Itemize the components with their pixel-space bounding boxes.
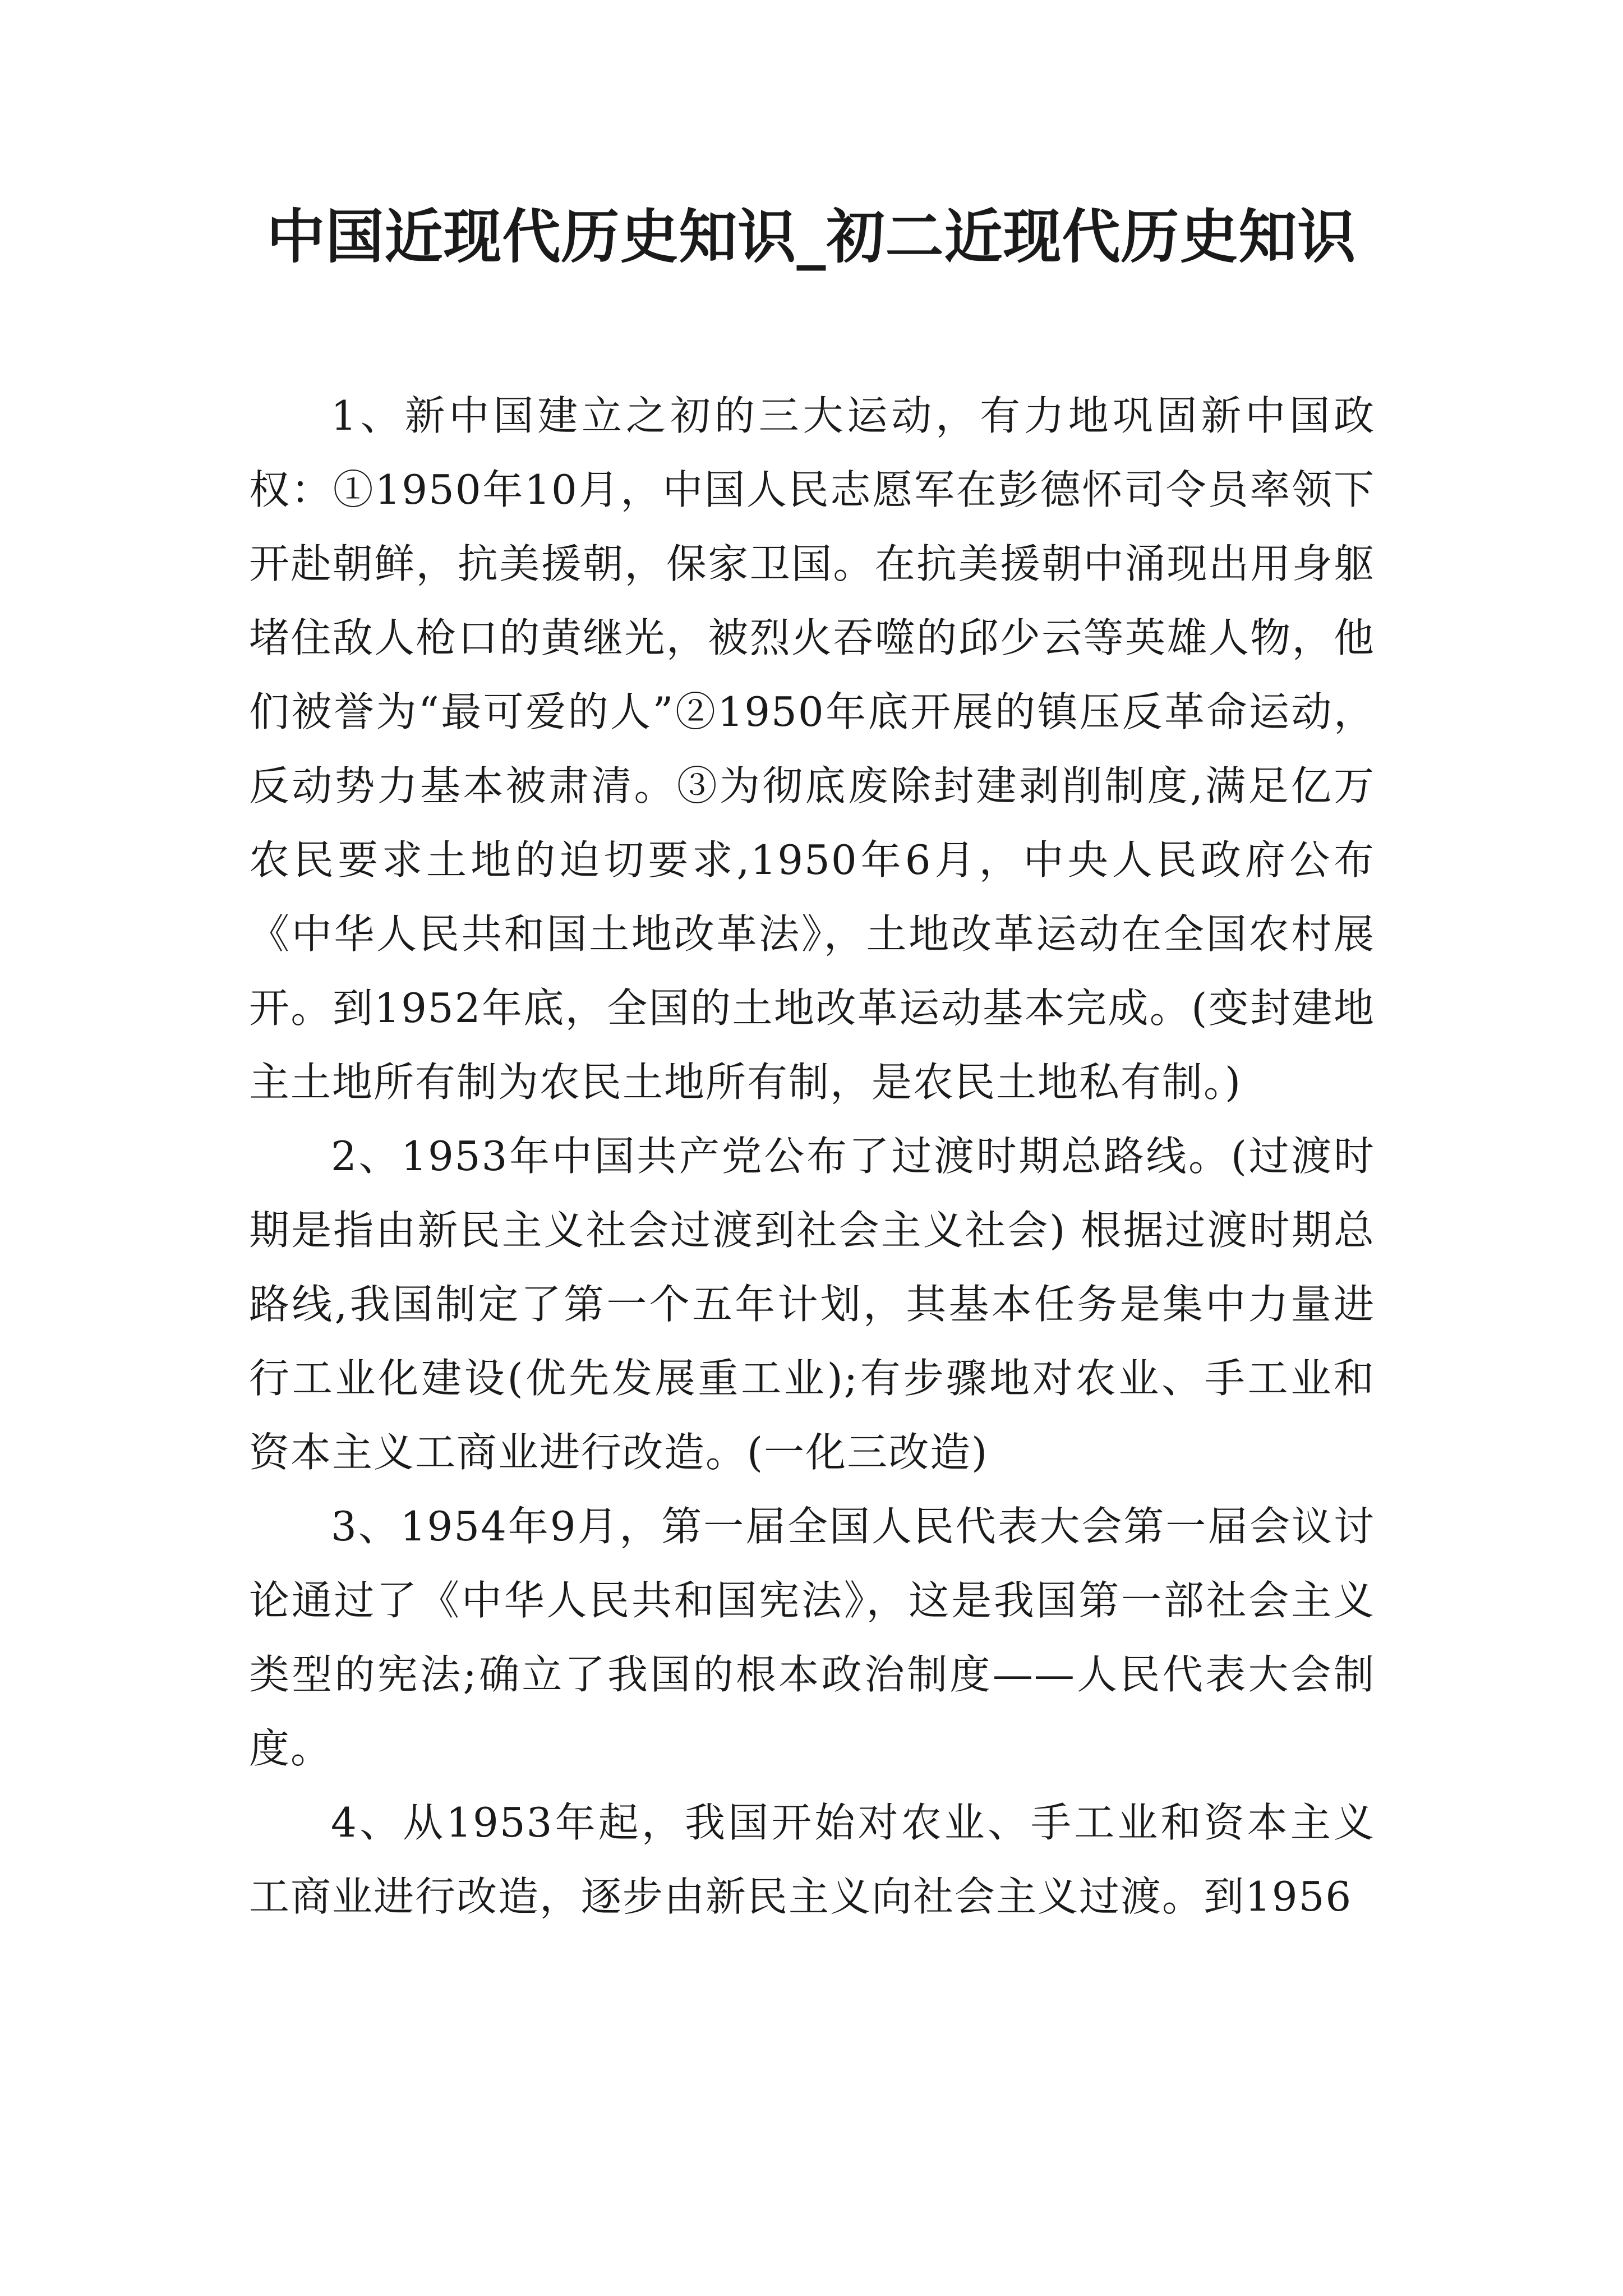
document-body <box>249 379 1375 1934</box>
paragraph-1: 1、新中国建立之初的三大运动，有力地巩固新中国政权：①1950年10月，中国人民志愿军在彭德怀司令员率领下开赴朝鲜，抗美援朝，保家卫国。在抗美援朝中涌现出用身躯堵住敌人枪口的黄继光，被烈火吞噬的邱少云等英雄人物，他们被誉为“最可爱的人”②1950年底开展的镇压反革命运动，反动势力基本被肃清。③为彻底废除封建剥削制度,满足亿万农民要求土地的迫切要求,1950年6月，中央人民政府公布《中华人民共和国土地改革法》，土地改革运动在全国农村展开。到1952年底，全国的土地改革运动基本完成。(变封建地主土地所有制为农民土地所有制，是农民土地私有制。) <box>249 392 1375 1106</box>
paragraph-3: 3、1954年9月，第一届全国人民代表大会第一届会议讨论通过了《中华人民共和国宪法》，这是我国第一部社会主义类型的宪法;确立了我国的根本政治制度——人民代表大会制度。 <box>249 1503 1375 1772</box>
paragraph-2: 2、1953年中国共产党公布了过渡时期总路线。(过渡时期是指由新民主义社会过渡到社会主义社会) 根据过渡时期总路线,我国制定了第一个五年计划，其基本任务是集中力量进行工业化建设(优先发展重工业);有步骤地对农业、手工业和资本主义工商业进行改造。(一化三改造) <box>249 1133 1375 1476</box>
document-title: 中国近现代历史知识_初二近现代历史知识 <box>266 203 1357 271</box>
paragraph-4: 4、从1953年起，我国开始对农业、手工业和资本主义工商业进行改造，逐步由新民主义向社会主义过渡。到1956 <box>249 1799 1375 1920</box>
